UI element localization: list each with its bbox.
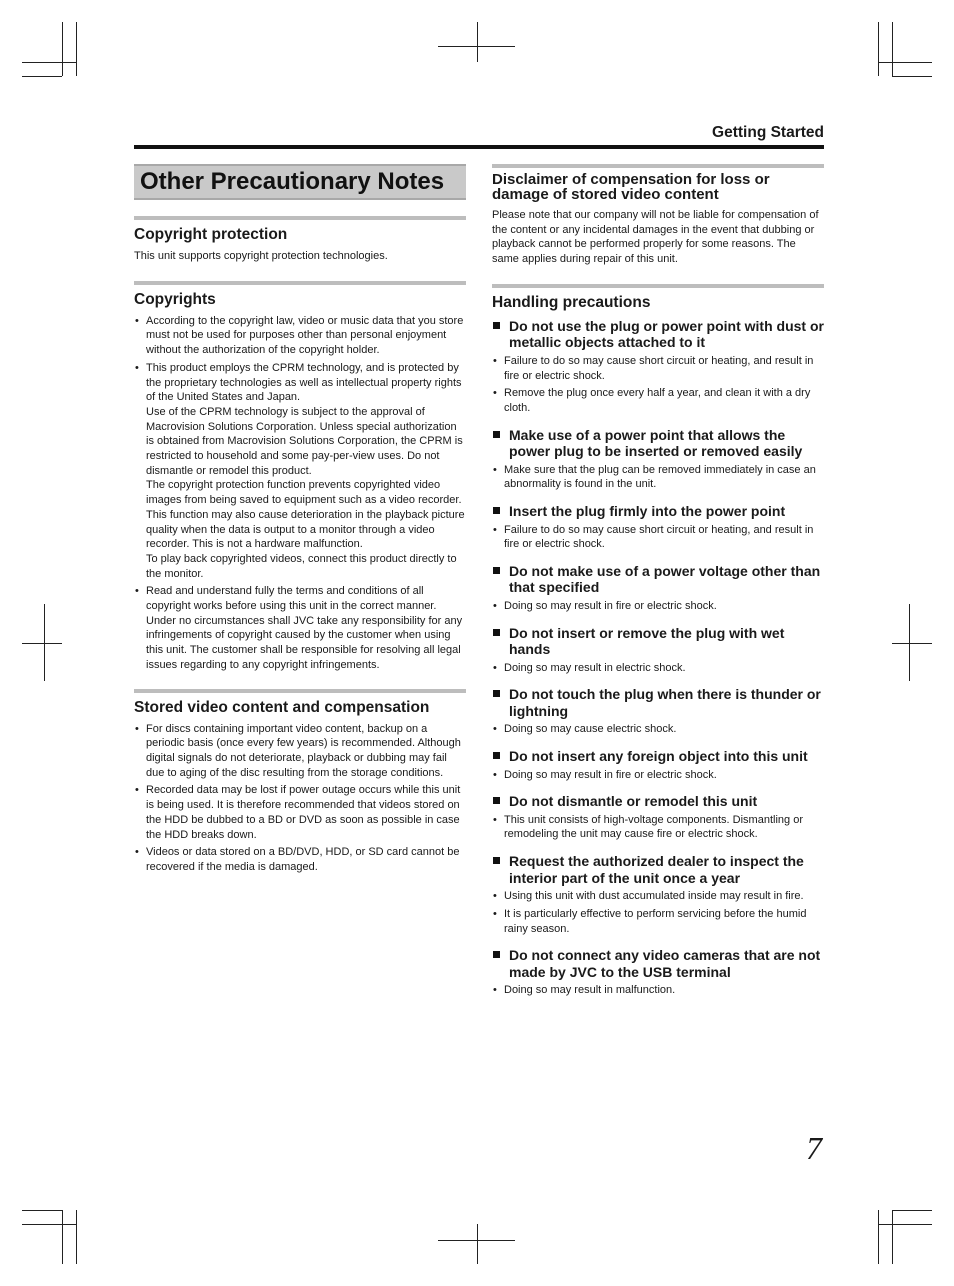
copyrights-heading: Copyrights (134, 290, 216, 308)
list-item-text: Make sure that the plug can be removed immediately in case an abnormality is found in the unit. (504, 463, 816, 491)
handling-item (492, 686, 824, 737)
crop-mark-line (22, 1210, 62, 1211)
crop-mark-line (22, 62, 76, 63)
list-item (492, 661, 824, 676)
precaution-title-text: Insert the plug firmly into the power point (509, 503, 786, 520)
left-column (134, 164, 466, 878)
header-rule (134, 145, 824, 149)
square-bullet-icon (493, 690, 500, 697)
copyrights-list (134, 314, 466, 673)
handling-item (492, 748, 824, 782)
crop-mark-line (76, 22, 77, 76)
section-divider (492, 164, 824, 168)
precaution-title-text: Make use of a power point that allows the power plug to be inserted or removed easily (509, 426, 803, 460)
square-bullet-icon (493, 752, 500, 759)
precaution-list (492, 599, 824, 614)
list-item (492, 599, 824, 614)
stored-video-heading: Stored video content and compensation (134, 698, 430, 716)
crop-mark-line (878, 1224, 932, 1225)
list-item-text: Doing so may result in fire or electric shock. (504, 768, 717, 781)
precaution-title (492, 318, 824, 351)
right-column (492, 164, 824, 1001)
list-item (492, 889, 824, 904)
handling-item (492, 563, 824, 614)
copyright-protection-text: This unit supports copyright protection technologies. (134, 250, 388, 262)
crop-mark-line (438, 1240, 515, 1241)
page-title: Other Precautionary Notes (140, 168, 445, 195)
page-title-box (134, 164, 466, 200)
precaution-list (492, 661, 824, 676)
crop-mark-line (892, 1210, 893, 1264)
list-item (492, 722, 824, 737)
list-item (492, 354, 824, 383)
list-item (492, 813, 824, 842)
square-bullet-icon (493, 507, 500, 514)
square-bullet-icon (493, 629, 500, 636)
crop-mark-line (62, 22, 63, 76)
precaution-title (492, 625, 824, 658)
list-item-text: Doing so may result in malfunction. (504, 984, 676, 997)
list-item-text: Videos or data stored on a BD/DVD, HDD, or SD card cannot be recovered if the media is damaged. (146, 846, 460, 873)
list-item-text: The copyright protection function prevents copyrighted video images from being saved to equipment such as a video recorder. This function may also cause deterioration in the playback picture quality when the data is output to a monitor through a video recorder. This is not a hardware malfunction. (146, 479, 465, 551)
list-item-text: Recorded data may be lost if power outage occurs while this unit is being used. It is therefore recommended that videos stored on the HDD be dubbed to a BD or DVD as soon as possible in case the HDD breaks down. (146, 784, 461, 841)
precaution-list (492, 523, 824, 552)
precaution-title (492, 748, 824, 765)
list-item-text: This unit consists of high-voltage components. Dismantling or remodeling the unit may cause fire or electric shock. (504, 813, 803, 841)
crop-mark-line (878, 62, 932, 63)
list-item (492, 768, 824, 783)
disclaimer-heading: Disclaimer of compensation for loss or damage of stored video content (492, 171, 770, 203)
list-item (492, 386, 824, 415)
precaution-title-text: Request the authorized dealer to inspect the interior part of the unit once a year (509, 853, 804, 886)
list-item-text: Use of the CPRM technology is subject to the approval of Macrovision Solutions Corporation. Unless special authorization is obtained from Macrovision Solutions Corporation, the CPRM is restricted to household and some pay-per-view uses. Do not dismantle or remodel this product. (146, 405, 463, 477)
section-divider (134, 216, 466, 220)
precaution-title-text: Do not insert or remove the plug with wet hands (509, 624, 785, 658)
list-item (134, 361, 466, 582)
section-divider (134, 689, 466, 693)
list-item (492, 983, 824, 998)
crop-mark-line (477, 1224, 478, 1264)
precaution-list (492, 889, 824, 936)
list-item-text: Doing so may result in fire or electric shock. (504, 599, 717, 612)
precaution-title (492, 853, 824, 886)
precaution-title (492, 947, 824, 980)
list-item (492, 907, 824, 936)
list-item-text: Failure to do so may cause short circuit or heating, and result in fire or electric shock. (504, 354, 814, 382)
list-item (134, 845, 466, 874)
crop-mark-line (892, 22, 893, 76)
list-item (492, 463, 824, 492)
crop-mark-line (76, 1210, 77, 1264)
precaution-title-text: Do not make use of a power voltage other than that specified (509, 562, 821, 596)
list-item-text: Failure to do so may cause short circuit or heating, and result in fire or electric shock. (504, 523, 814, 551)
list-item-text: Doing so may cause electric shock. (504, 723, 677, 736)
section-divider (492, 284, 824, 288)
list-item (492, 523, 824, 552)
list-item (134, 722, 466, 781)
square-bullet-icon (493, 797, 500, 804)
handling-item (492, 318, 824, 416)
precaution-title (492, 793, 824, 810)
precaution-title (492, 686, 824, 719)
precaution-list (492, 463, 824, 492)
crop-mark-line (477, 22, 478, 62)
disclaimer-text: Please note that our company will not be liable for compensation of the content or any incidental damages in the event that dubbing or playback cannot be performed properly for some reasons. The same applies during repair of this unit. (492, 209, 819, 266)
precaution-title (492, 563, 824, 596)
precaution-list (492, 813, 824, 842)
handling-item (492, 503, 824, 552)
list-item-text: According to the copyright law, video or music data that you store must not be used for purposes other than personal enjoyment without the authorization of the copyright holder. (146, 314, 464, 357)
page-number: 7 (806, 1130, 822, 1166)
list-item (134, 783, 466, 842)
list-item-text: It is particularly effective to perform servicing before the humid rainy season. (504, 907, 807, 935)
crop-mark-line (438, 46, 515, 47)
crop-mark-line (878, 1210, 879, 1264)
list-item-text: Remove the plug once every half a year, and clean it with a dry cloth. (504, 387, 811, 414)
precaution-title-text: Do not touch the plug when there is thunder or lightning (509, 686, 821, 719)
list-item-text: For discs containing important video content, backup on a periodic basis (once every few years) is recommended. Although digital signals do not deteriorate, playback or dubbing may fail due to aging of the disc resulting from the storage conditions. (146, 722, 461, 779)
handling-item (492, 625, 824, 676)
precaution-list (492, 722, 824, 737)
precaution-list (492, 354, 824, 416)
crop-mark-line (22, 643, 62, 644)
crop-mark-line (892, 643, 932, 644)
list-item-text: Doing so may result in electric shock. (504, 661, 686, 674)
precaution-title (492, 427, 824, 460)
stored-video-list (134, 722, 466, 875)
square-bullet-icon (493, 857, 500, 864)
square-bullet-icon (493, 431, 500, 438)
handling-item (492, 947, 824, 998)
list-item-text: Read and understand fully the terms and conditions of all copyright works before using this unit in the correct manner. Under no circumstances shall JVC take any responsibility for any infringements of copyright caused by the customer when using this unit. The customer shall be responsible for resolving all legal issues regarding to any copyright infringements. (146, 585, 463, 671)
list-item-text: Using this unit with dust accumulated inside may result in fire. (504, 890, 804, 903)
crop-mark-line (892, 76, 932, 77)
list-item-text: To play back copyrighted videos, connect this product directly to the monitor. (146, 552, 457, 580)
list-item (134, 584, 466, 672)
crop-mark-line (22, 76, 62, 77)
handling-item (492, 427, 824, 492)
copyright-protection-heading: Copyright protection (134, 226, 288, 243)
crop-mark-line (62, 1210, 63, 1264)
square-bullet-icon (493, 322, 500, 329)
precaution-list (492, 983, 824, 998)
precaution-title-text: Do not dismantle or remodel this unit (509, 793, 758, 810)
section-label: Getting Started (712, 124, 824, 141)
handling-item (492, 793, 824, 842)
list-item-text: • This product employs the CPRM technology, and is protected by the proprietary technologies as well as intellectual property rights of the United States and Japan. (146, 361, 462, 404)
square-bullet-icon (493, 567, 500, 574)
precaution-title-text: Do not connect any video cameras that are not made by JVC to the USB terminal (509, 947, 821, 980)
crop-mark-line (22, 1224, 76, 1225)
handling-item (492, 853, 824, 936)
precaution-title (492, 503, 824, 520)
section-divider (134, 281, 466, 285)
precaution-title-text: Do not use the plug or power point with dust or metallic objects attached to it (509, 317, 824, 351)
crop-mark-line (878, 22, 879, 76)
precaution-list (492, 768, 824, 783)
square-bullet-icon (493, 951, 500, 958)
handling-heading: Handling precautions (492, 293, 651, 311)
crop-mark-line (892, 1210, 932, 1211)
list-item (134, 314, 466, 358)
precaution-title-text: Do not insert any foreign object into this unit (509, 748, 808, 765)
